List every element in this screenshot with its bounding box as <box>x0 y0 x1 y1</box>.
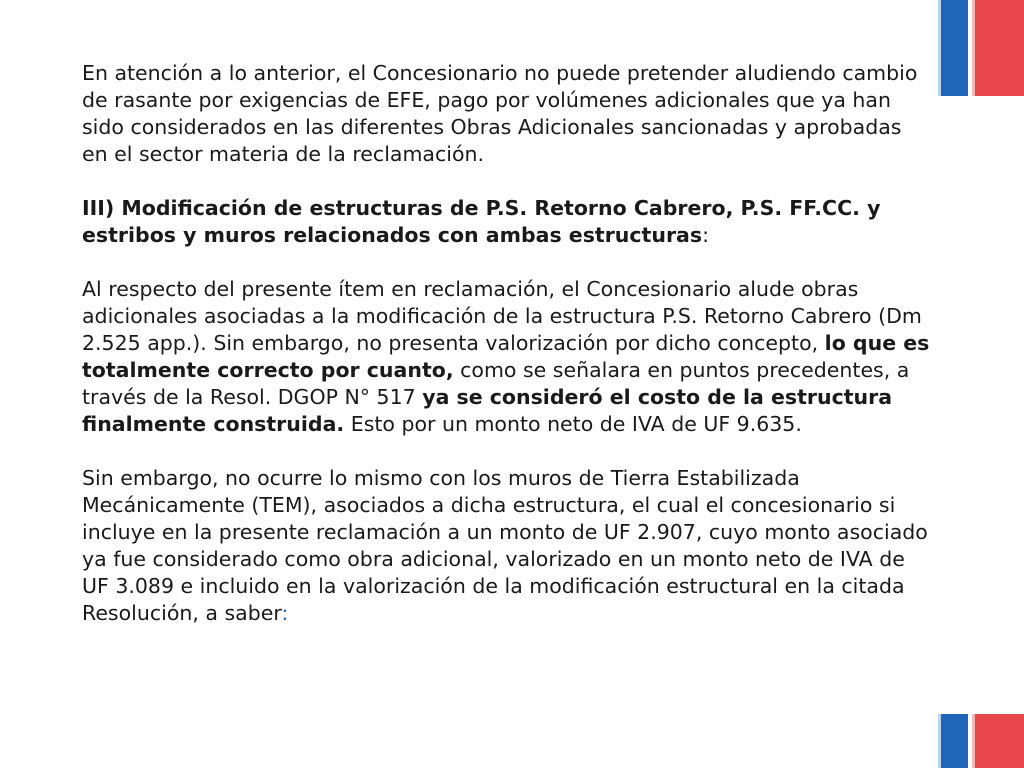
flag-stripe-red <box>972 714 1024 768</box>
paragraph-tem <box>82 465 932 627</box>
paragraph-intro: En atención a lo anterior, el Concesionario no puede pretender aludiendo cambio de rasante por exigencias de EFE, pago por volúmenes adicionales que ya han sido considerados en las diferentes Obras Adicionales sancionadas y aprobadas en el sector materia de la reclamación. <box>82 61 918 166</box>
section-heading <box>82 195 932 249</box>
paragraph-structure-part1: Al respecto del presente ítem en reclamación, el Concesionario alude obras adicionales asociadas a la modificación de la estructura P.S. Retorno Cabrero (Dm 2.525 app.). Sin embargo, no presenta valorización por dicho concepto, <box>82 277 922 355</box>
paragraph-tem-text: Sin embargo, no ocurre lo mismo con los muros de Tierra Estabilizada Mecánicamente (TEM), asociados a dicha estructura, el cual el concesionario si incluye en la presente reclamación a un monto de UF 2.907, cuyo monto asociado ya fue considerado como obra adicional, valorizado en un monto neto de IVA de UF 3.089 e incluido en la valorización de la modificación estructural en la citada Resolución, a saber <box>82 466 928 625</box>
paragraph-tem-colon: : <box>281 601 289 625</box>
flag-stripe-blue <box>938 0 968 96</box>
section-heading-colon: : <box>702 223 710 247</box>
flag-stripe-red <box>972 0 1024 96</box>
section-heading-text: III) Modificación de estructuras de P.S. Retorno Cabrero, P.S. FF.CC. y estribos y muros relacionados con ambas estructuras <box>82 196 881 247</box>
paragraph-structure-part2: como se señalara en puntos precedentes, a través de la Resol. DGOP N° 517 <box>82 358 910 409</box>
flag-stripe-blue <box>938 714 968 768</box>
flag-decoration-top <box>938 0 1024 96</box>
slide-content <box>82 60 932 654</box>
paragraph-structure-bold2: ya se consideró el costo de la estructura finalmente construida. <box>82 385 893 436</box>
paragraph-structure-bold1: lo que es totalmente correcto por cuanto, <box>82 331 930 382</box>
paragraph-structure <box>82 276 932 438</box>
paragraph-structure-part3: Esto por un monto neto de IVA de UF 9.635. <box>344 412 802 436</box>
flag-decoration-bottom <box>938 714 1024 768</box>
